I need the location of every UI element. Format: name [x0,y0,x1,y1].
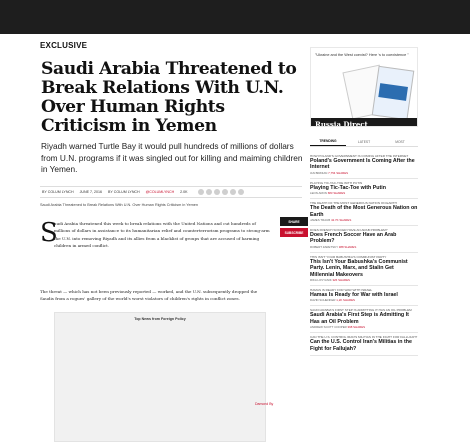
tab-latest[interactable]: LATEST [357,139,371,144]
share-count: 2.0K [180,190,188,194]
article-kicker: EXCLUSIVE [40,41,88,50]
subscribe-button[interactable]: SUBSCRIBE [280,228,308,237]
ad-text: "Ukraine and the West coexist? Here ‘s to coexistence " [315,53,409,57]
sidebar-tabs [310,137,418,147]
site-top-bar [0,0,470,34]
advertisement[interactable] [310,47,418,127]
article-title: Saudi Arabia Threatened to Break Relations With U.N. Over Human Rights Criticism in Yemen [41,59,297,136]
facebook-icon[interactable] [198,189,204,195]
list-item[interactable]: SAUDI ARABIA'S FIRST STEP IS ADMITTING IT HAS AN OIL PROBLEM Saudi Arabia's First Step is Admitting It Has an Oil Problem ANDREW SCOTT COOPER 398 SHARES [310,306,418,333]
article-dek: Riyadh warned Turtle Bay it would pull hundreds of millions of dollars from U.N. programs if it was singled out for killing and maiming children in Yemen. [41,141,303,174]
list-item[interactable]: CAN THE U.S. CONTROL IRAN'S MILITIAS IN THE FIGHT FOR FALLUJAH? Can the U.S. Control Iran's Militias in the Fight for Fallujah? [310,333,418,356]
byline-credit[interactable]: BY COLUM LYNCH [108,190,140,194]
list-item[interactable]: THE DEATH OF THE MOST GENEROUS NATION ON EARTH The Death of the Most Generous Nation on Earth JAMES TRAUB 42.7K SHARES [310,199,418,226]
byline-author[interactable]: BY COLUM LYNCH [42,190,74,194]
ad-banner: Russia Direct [311,118,418,127]
list-item[interactable]: DOES FRENCH SOCCER HAVE AN ARAB PROBLEM? Does French Soccer Have an Arab Problem? ROBERT ZARETSKY 388 SHARES [310,226,418,253]
ad-paper-back [372,66,415,121]
list-item[interactable]: HOW POLAND'S GOVERNMENT IS COMING AFTER THE INTERNET Poland's Government Is Coming After the Internet IAN BIRDIAN 7,754 SHARES [310,152,418,179]
byline-date: JUNE 7, 2016 [79,190,102,194]
video-title: Top News from Foreign Policy [134,317,186,321]
article-paragraph-1: audi Arabia threatened this week to break relations with the United Nations and cut hundreds of millions of dollars in assistance to its humanitarian relief and counterterrorism programs to strong-arm the U.N. into removing Riyadh and its allies from a blacklist of groups that are accused of harming children in armed conflict. [54,221,270,249]
tab-trending[interactable]: TRENDING [310,137,346,146]
drop-cap: S [40,218,58,248]
byline-handle[interactable]: @COLUMLYNCH [145,190,175,194]
social-share-icons [198,189,244,195]
ad-papers-image [347,62,417,126]
list-item[interactable]: THIS ISN'T YOUR BABUSHKA'S COMMUNIST PARTY This Isn't Your Babushka's Communist Party. Lenin, Marx, and Stalin Get Millennial Makeovers RIKA LOVYANIK 326 SHARES [310,253,418,286]
comment-icon[interactable] [238,189,244,195]
article-side-buttons [280,217,308,239]
trending-list [310,152,418,356]
article-paragraph-2: The threat — which has not been previously reported — worked, and the U.N. subsequently dropped the Saudis from a rogues' gallery of the world's worst violators of children's rights in conflict zones. [40,289,258,302]
email-icon[interactable] [222,189,228,195]
linkedin-icon[interactable] [214,189,220,195]
video-player[interactable] [54,312,266,442]
print-icon[interactable] [230,189,236,195]
list-item[interactable]: HAMAS IS READY FOR WAR WITH ISRAEL Hamas Is Ready for War with Israel DAVID SCHENKER 1,2K SHARES [310,286,418,306]
tab-most[interactable]: MOST [395,139,405,144]
image-caption: Saudi Arabia Threatened to Break Relations With U.N. Over Human Rights Criticism in Yemen [40,203,198,207]
byline-bar [40,186,302,198]
share-button[interactable]: SHARE [280,217,308,226]
sponsored-label[interactable]: Damond By [255,402,274,406]
twitter-icon[interactable] [206,189,212,195]
list-item[interactable]: PLAYING TIC-TAC-TOE WITH PUTIN Playing Tic-Tac-Toe with Putin LEON ARON 683 SHARES [310,179,418,199]
